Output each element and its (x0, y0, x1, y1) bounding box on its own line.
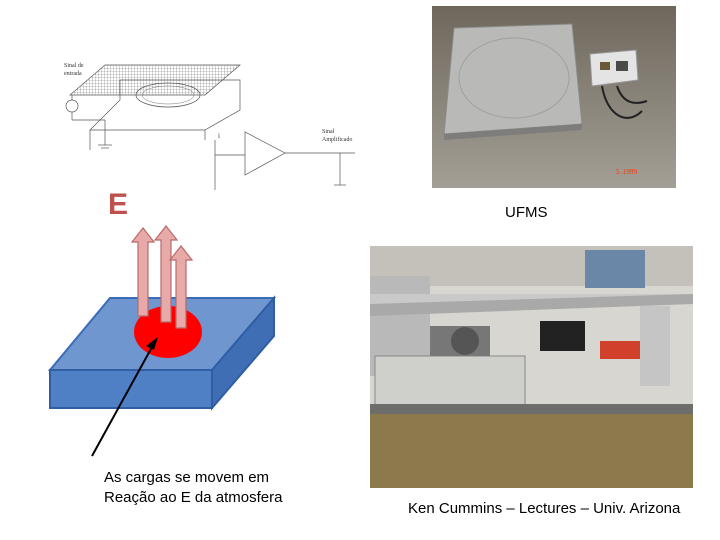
output-label-2: Amplificado (322, 137, 353, 143)
date-stamp: 5 .1999 (616, 168, 637, 176)
ufms-label: UFMS (505, 204, 548, 221)
credit-caption: Ken Cummins – Lectures – Univ. Arizona (408, 500, 681, 517)
signal-source (66, 100, 78, 112)
plate-front (50, 370, 212, 408)
amplifier-triangle (245, 132, 285, 175)
current-label: i (218, 132, 220, 140)
input-label-1: Sinal de (64, 63, 84, 69)
input-label-2: entrada (64, 71, 82, 77)
electronics-box (590, 50, 638, 86)
sensor-block (375, 356, 525, 406)
caption-line-2: Reação ao E da atmosfera (104, 489, 283, 506)
field-arrows (132, 226, 192, 328)
output-label-1: Sinal (322, 129, 335, 135)
photo-sensor-under-plate (370, 246, 693, 488)
charge-caption (104, 468, 282, 508)
field-mill-schematic (50, 20, 380, 195)
charge-plate-diagram (40, 190, 340, 470)
photo-field-mill-plate (432, 6, 676, 188)
caption-line-1: As cargas se movem em (104, 469, 270, 486)
field-label: E (108, 188, 129, 221)
